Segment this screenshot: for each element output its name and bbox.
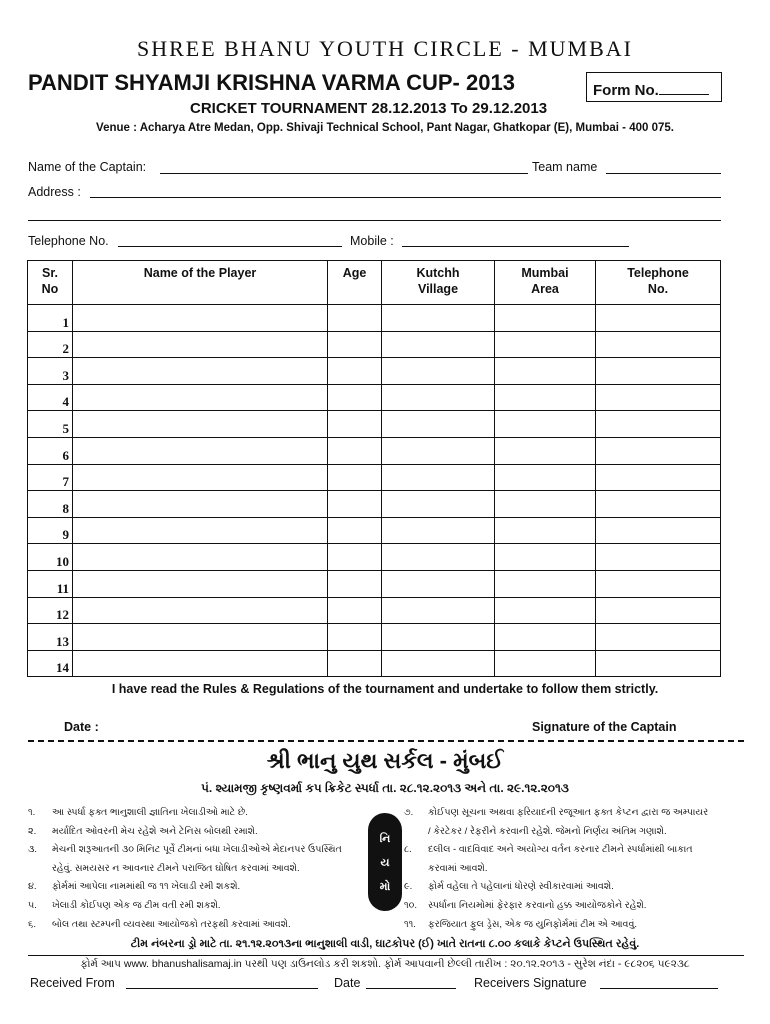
website-note: ફોર્મ આપ www. bhanushalisamaj.in પરથી પણ ડાઉનલોડ કરી શકશો. ફોર્મ આપવાની છેલ્લી તારીખ : ૨૦.૧૨.૨૦૧૩ - સુરેશ નંદા - ૯૮૨૦૬ ૫૯૨૩૮ xyxy=(80,958,690,970)
kutchh-village-cell[interactable] xyxy=(382,358,495,385)
rule-text: મેચની શરૂઆતની ૩૦ મિનિટ પૂર્વે ટીમનાં બધા ખેલાડીઓએ મેદાનપર ઉપસ્થિત xyxy=(52,844,342,856)
mumbai-area-cell[interactable] xyxy=(495,650,596,677)
rule-number: ૩. xyxy=(28,844,37,856)
rule-number: ૫. xyxy=(28,899,37,911)
rule-item xyxy=(404,860,744,879)
table-row xyxy=(28,305,721,332)
rule-text: બોલ તથા સ્ટમ્પની વ્યવસ્થા આયોજકો તરફથી કરવામાં આવશે. xyxy=(52,918,291,930)
kutchh-village-cell[interactable] xyxy=(382,570,495,597)
col-telephone xyxy=(596,261,721,305)
telephone-cell[interactable] xyxy=(596,570,721,597)
table-row xyxy=(28,624,721,651)
telephone-cell[interactable] xyxy=(596,650,721,677)
team-label: Team name xyxy=(532,160,598,174)
niyamo-2: ય xyxy=(380,857,390,869)
mumbai-area-cell[interactable] xyxy=(495,491,596,518)
rules-right xyxy=(404,804,744,934)
age-cell[interactable] xyxy=(328,384,382,411)
tournament-subtitle: CRICKET TOURNAMENT 28.12.2013 To 29.12.2013 xyxy=(190,100,548,117)
age-cell[interactable] xyxy=(328,358,382,385)
mumbai-area-cell[interactable] xyxy=(495,437,596,464)
kutchh-village-cell[interactable] xyxy=(382,331,495,358)
mumbai-area-cell[interactable] xyxy=(495,597,596,624)
rule-item xyxy=(28,804,366,823)
mumbai-area-cell[interactable] xyxy=(495,464,596,491)
kutchh-village-cell[interactable] xyxy=(382,411,495,438)
mumbai-area-cell[interactable] xyxy=(495,331,596,358)
telephone-cell[interactable] xyxy=(596,331,721,358)
row-number: 7 xyxy=(28,464,73,491)
table-row xyxy=(28,570,721,597)
rule-text: ફરજિયાત ફુલ ડ્રેસ, એક જ યુનિફોર્મમાં ટીમ એ આવવું. xyxy=(428,918,638,930)
rule-number: ૪. xyxy=(28,881,37,893)
rule-item xyxy=(28,841,366,860)
receipt-date-label: Date xyxy=(334,976,361,990)
telephone-cell[interactable] xyxy=(596,411,721,438)
row-number: 2 xyxy=(28,331,73,358)
received-from-field[interactable] xyxy=(126,988,318,989)
player-name-cell[interactable] xyxy=(73,544,328,571)
player-name-cell[interactable] xyxy=(73,570,328,597)
player-name-cell[interactable] xyxy=(73,305,328,332)
age-cell[interactable] xyxy=(328,544,382,571)
received-from-label: Received From xyxy=(30,976,115,990)
rules-left xyxy=(28,804,366,934)
table-row xyxy=(28,544,721,571)
header-label-0: Sr. No xyxy=(41,266,59,296)
age-cell[interactable] xyxy=(328,437,382,464)
rule-text: દલીલ - વાદવિવાદ અને અયોગ્ય વર્તન કરનાર ટીમને સ્પર્ધામાંથી બાકાત xyxy=(428,844,693,856)
telephone-cell[interactable] xyxy=(596,491,721,518)
rule-item xyxy=(28,916,366,935)
player-name-cell[interactable] xyxy=(73,624,328,651)
gujarati-subtitle: પં. શ્યામજી કૃષ્ણવર્મા કપ ક્રિકેટ સ્પર્ધા તા. ૨૮.૧૨.૨૦૧૩ અને તા. ૨૯.૧૨.૨૦૧૩ xyxy=(201,781,569,795)
rule-item xyxy=(404,823,744,842)
rule-text: આ સ્પર્ધા ફક્ત ભાનુશાલી જ્ઞાતિના ખેલાડીઓ માટે છે. xyxy=(52,807,248,818)
header-label-1: Name of the Player xyxy=(143,266,257,280)
player-name-cell[interactable] xyxy=(73,517,328,544)
table-row xyxy=(28,384,721,411)
row-number: 11 xyxy=(28,570,73,597)
rule-number: ૧૦. xyxy=(404,899,418,911)
mumbai-area-cell[interactable] xyxy=(495,624,596,651)
table-row xyxy=(28,517,721,544)
rule-text: કોઈપણ સૂચના અથવા ફરિયાદની રજૂઆત ફક્ત કેપ્ટન દ્વારા જ અમ્પાયર xyxy=(428,807,709,818)
row-number: 12 xyxy=(28,597,73,624)
table-row xyxy=(28,597,721,624)
rule-item xyxy=(28,897,366,916)
col-player-name xyxy=(73,261,328,305)
player-name-cell[interactable] xyxy=(73,650,328,677)
rule-item xyxy=(28,860,366,879)
draw-note: ટીમ નંબરના ડ્રો માટે તા. ૨૧.૧૨.૨૦૧૩ના ભાનુશાલી વાડી, ઘાટકોપર (ઈ) ખાતે રાતના ૮.૦૦ કલાકે કેપ્ટને ઉપસ્થિત રહેવું. xyxy=(130,938,640,950)
receipt-date-field[interactable] xyxy=(366,988,456,989)
rule-text: ફોર્મમાં આપેલા નામમાંથી જ ૧૧ ખેલાડી રમી શકશે. xyxy=(52,881,241,893)
rule-item xyxy=(404,804,744,823)
gujarati-title: શ્રી ભાનુ યુથ સર્કલ - મુંબઈ xyxy=(266,748,504,773)
player-name-cell[interactable] xyxy=(73,331,328,358)
telephone-cell[interactable] xyxy=(596,358,721,385)
declaration: I have read the Rules & Regulations of the tournament and undertake to follow them strictly. xyxy=(111,682,659,696)
mumbai-area-cell[interactable] xyxy=(495,544,596,571)
rule-item xyxy=(28,878,366,897)
rule-number: ૮. xyxy=(404,844,412,856)
kutchh-village-cell[interactable] xyxy=(382,491,495,518)
player-name-cell[interactable] xyxy=(73,597,328,624)
receivers-signature-label: Receivers Signature xyxy=(474,976,587,990)
row-number: 10 xyxy=(28,544,73,571)
kutchh-village-cell[interactable] xyxy=(382,597,495,624)
address-field-2[interactable] xyxy=(28,220,721,221)
mumbai-area-cell[interactable] xyxy=(495,384,596,411)
rule-number: ૭. xyxy=(404,807,414,818)
address-label: Address : xyxy=(28,185,81,199)
kutchh-village-cell[interactable] xyxy=(382,544,495,571)
rule-item xyxy=(28,823,366,842)
mumbai-area-cell[interactable] xyxy=(495,358,596,385)
player-name-cell[interactable] xyxy=(73,437,328,464)
telephone-cell[interactable] xyxy=(596,624,721,651)
age-cell[interactable] xyxy=(328,517,382,544)
rule-text: ખેલાડી કોઈપણ એક જ ટીમ વતી રમી શકશે. xyxy=(52,899,221,911)
row-number: 5 xyxy=(28,411,73,438)
telephone-cell[interactable] xyxy=(596,517,721,544)
telephone-cell[interactable] xyxy=(596,464,721,491)
table-row xyxy=(28,411,721,438)
rule-text: કરવામાં આવશે. xyxy=(428,862,488,874)
telephone-field[interactable] xyxy=(118,246,342,247)
telephone-label: Telephone No. xyxy=(28,234,109,248)
rule-item xyxy=(404,897,744,916)
organization-name: SHREE BHANU YOUTH CIRCLE - MUMBAI xyxy=(136,36,634,61)
col-sr-no xyxy=(28,261,73,305)
row-number: 3 xyxy=(28,358,73,385)
rule-text: મર્યાદિત ઓવરની મેચ રહેશે અને ટેનિસ બોલથી રમાશે. xyxy=(52,825,258,837)
table-row xyxy=(28,491,721,518)
row-number: 14 xyxy=(28,650,73,677)
telephone-cell[interactable] xyxy=(596,544,721,571)
rule-item xyxy=(404,841,744,860)
mumbai-area-cell[interactable] xyxy=(495,517,596,544)
player-name-cell[interactable] xyxy=(73,464,328,491)
captain-label: Name of the Captain: xyxy=(28,160,147,174)
age-cell[interactable] xyxy=(328,411,382,438)
header-label-4: Mumbai Area xyxy=(521,266,569,296)
kutchh-village-cell[interactable] xyxy=(382,305,495,332)
age-cell[interactable] xyxy=(328,464,382,491)
row-number: 13 xyxy=(28,624,73,651)
cut-line xyxy=(28,740,744,742)
age-cell[interactable] xyxy=(328,597,382,624)
rule-text: / કેરટેકર / રેફરીને કરવાની રહેશે. જેમનો નિર્ણય અંતિમ ગણાશે. xyxy=(428,825,667,837)
kutchh-village-cell[interactable] xyxy=(382,384,495,411)
player-name-cell[interactable] xyxy=(73,491,328,518)
table-row xyxy=(28,437,721,464)
date-label: Date : xyxy=(64,720,99,734)
table-row xyxy=(28,331,721,358)
player-name-cell[interactable] xyxy=(73,384,328,411)
rule-number: ૯. xyxy=(404,881,413,893)
telephone-cell[interactable] xyxy=(596,597,721,624)
captain-signature-label: Signature of the Captain xyxy=(532,720,677,734)
col-age xyxy=(328,261,382,305)
telephone-cell[interactable] xyxy=(596,384,721,411)
kutchh-village-cell[interactable] xyxy=(382,437,495,464)
rule-number: ૧૧. xyxy=(404,918,416,930)
rule-number: ૨. xyxy=(28,825,37,837)
telephone-cell[interactable] xyxy=(596,305,721,332)
rule-number: ૧. xyxy=(28,807,36,818)
player-name-cell[interactable] xyxy=(73,358,328,385)
address-field-1[interactable] xyxy=(90,197,721,198)
header-label-5: Telephone No. xyxy=(627,266,689,296)
cup-title: PANDIT SHYAMJI KRISHNA VARMA CUP- 2013 xyxy=(28,70,515,95)
telephone-cell[interactable] xyxy=(596,437,721,464)
header-label-3: Kutchh Village xyxy=(416,266,460,296)
col-mumbai-area xyxy=(495,261,596,305)
mobile-label: Mobile : xyxy=(350,234,394,248)
table-row xyxy=(28,358,721,385)
team-field[interactable] xyxy=(606,173,721,174)
kutchh-village-cell[interactable] xyxy=(382,517,495,544)
row-number: 9 xyxy=(28,517,73,544)
kutchh-village-cell[interactable] xyxy=(382,650,495,677)
rule-text: સ્પર્ધાના નિયમોમાં ફેરફાર કરવાનો હક્ક આયોજકોને રહેશે. xyxy=(428,899,647,911)
note-divider xyxy=(28,955,744,956)
table-header-row xyxy=(28,261,721,305)
niyamo-3: મો xyxy=(379,881,391,893)
row-number: 8 xyxy=(28,491,73,518)
kutchh-village-cell[interactable] xyxy=(382,624,495,651)
age-cell[interactable] xyxy=(328,331,382,358)
table-row xyxy=(28,464,721,491)
mumbai-area-cell[interactable] xyxy=(495,305,596,332)
form-no-line xyxy=(659,82,709,95)
age-cell[interactable] xyxy=(328,650,382,677)
rule-text: રહેવું. સમયસર ન આવનાર ટીમને પરાજિત ઘોષિત કરવામાં આવશે. xyxy=(52,862,300,874)
col-kutchh-village xyxy=(382,261,495,305)
row-number: 4 xyxy=(28,384,73,411)
age-cell[interactable] xyxy=(328,570,382,597)
rule-number: ૬. xyxy=(28,918,36,930)
header-label-2: Age xyxy=(342,266,367,280)
kutchh-village-cell[interactable] xyxy=(382,464,495,491)
form-no-label: Form No. xyxy=(593,82,659,99)
mumbai-area-cell[interactable] xyxy=(495,411,596,438)
niyamo-badge xyxy=(368,813,402,911)
receivers-signature-field[interactable] xyxy=(600,988,718,989)
table-row xyxy=(28,650,721,677)
rule-item xyxy=(404,878,744,897)
captain-field[interactable] xyxy=(160,173,528,174)
rule-text: ફોર્મ વહેલા તે પહેલાનાં ધોરણે સ્વીકારવામાં આવશે. xyxy=(428,881,614,893)
players-table xyxy=(27,260,721,677)
age-cell[interactable] xyxy=(328,491,382,518)
venue: Venue : Acharya Atre Medan, Opp. Shivaji Technical School, Pant Nagar, Ghatkopar (E), Mumbai - 400 075. xyxy=(96,122,674,134)
niyamo-1: નિ xyxy=(379,833,391,845)
mobile-field[interactable] xyxy=(402,246,629,247)
age-cell[interactable] xyxy=(328,305,382,332)
age-cell[interactable] xyxy=(328,624,382,651)
player-name-cell[interactable] xyxy=(73,411,328,438)
rule-item xyxy=(404,916,744,935)
row-number: 1 xyxy=(28,305,73,332)
form-no-box[interactable] xyxy=(586,72,722,102)
mumbai-area-cell[interactable] xyxy=(495,570,596,597)
row-number: 6 xyxy=(28,437,73,464)
